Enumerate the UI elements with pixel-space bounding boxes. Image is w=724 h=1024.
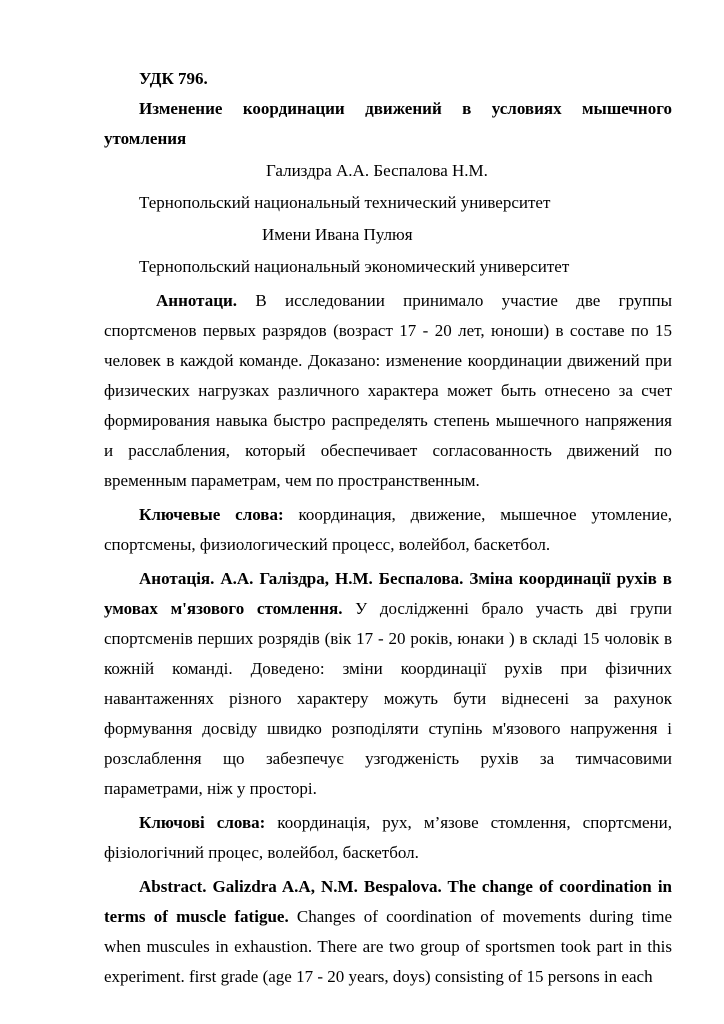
ua-abstract xyxy=(104,564,672,804)
ru-keywords-text: координация, движение, мышечное утомление, спортсмены, физиологический процесс, волейбол, баскетбол. xyxy=(104,505,673,554)
institution-2: Имени Ивана Пулюя xyxy=(262,225,413,244)
ru-abstract-text: В исследовании принимало участие две группы спортсменов первых разрядов (возраст 17 - 20 лет, юноши) в составе по 15 человек в каждой команде. Доказано: изменение координации движений при физических нагрузках различного характера может быть отнесено за счет формирования навыка быстро распределять степень мышечного напряжения и расслабления, который обеспечивает согласованность движений по временным параметрам, чем по пространственным. xyxy=(104,291,672,490)
institution-3: Тернопольский национальный экономический университет xyxy=(139,257,570,276)
en-abstract-text: Changes of coordination of movements during time when muscules in exhaustion. There are two group of sportsmen took part in this experiment. first grade (age 17 - 20 years, doys) consisting of 15 persons in each xyxy=(104,907,673,986)
ua-keywords xyxy=(104,808,672,868)
ua-keywords-label: Ключові слова: xyxy=(139,813,266,832)
article-title: Изменение координации движений в условиях мышечного утомления xyxy=(104,99,672,148)
document-page xyxy=(104,62,672,992)
institution-1: Тернопольский национальный технический университет xyxy=(139,193,551,212)
ru-keywords xyxy=(104,500,672,560)
en-abstract xyxy=(104,872,672,992)
ua-abstract-label: Анотація. А.А. Галіздра, Н.М. Беспалова. Зміна координації рухів в умовах м'язового стомлення. xyxy=(104,569,672,618)
ru-abstract xyxy=(104,286,672,496)
ua-keywords-text: координація, рух, м’язове стомлення, спортсмени, фізіологічний процес, волейбол, баскетбол. xyxy=(104,813,672,862)
ua-abstract-text: У дослідженні брало участь дві групи спортсменів перших розрядів (вік 17 - 20 років, юнаки ) в складі 15 чоловік в кожній команді. Доведено: зміни координації рухів при фізичних навантаженнях різного характеру можуть бути віднесені за рахунок формування досвіду швидко розподіляти ступінь м'язового напруження і розслаблення що забезпечує узгодженість рухів за тимчасовими параметрами, ніж у просторі. xyxy=(104,599,673,798)
ru-abstract-label: Аннотаци. xyxy=(156,291,238,310)
en-abstract-label: Abstract. Galizdra A.A, N.M. Bespalova. The change of coordination in terms of muscle fatigue. xyxy=(104,877,672,926)
udk-code: УДК 796. xyxy=(139,69,208,88)
authors: Гализдра А.А. Беспалова Н.М. xyxy=(266,161,488,180)
ru-keywords-label: Ключевые слова: xyxy=(139,505,284,524)
